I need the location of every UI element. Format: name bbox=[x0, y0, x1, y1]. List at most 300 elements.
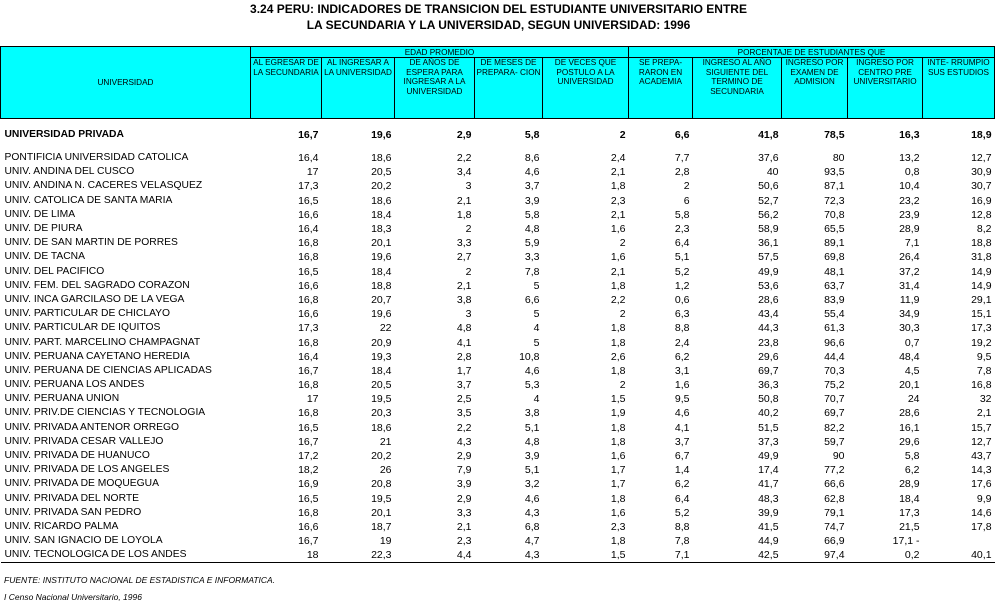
cell-value: 2 bbox=[619, 237, 626, 250]
cell-value: 12,7 bbox=[971, 435, 992, 448]
cell-value: 66,9 bbox=[824, 535, 845, 548]
cell-value: 77,2 bbox=[824, 464, 845, 477]
cell-value: 1,8 bbox=[610, 421, 626, 434]
cell-value: 18,2 bbox=[298, 464, 319, 477]
cell-value: 2,2 bbox=[456, 421, 472, 434]
cell-value: 18,9 bbox=[971, 129, 992, 141]
cell-value: 18 bbox=[251, 548, 322, 563]
cell-value: 19 bbox=[379, 535, 392, 548]
cell-value: 26,4 bbox=[899, 251, 920, 264]
cell-value: 2 bbox=[619, 379, 626, 392]
cell-value: 16,8 bbox=[298, 293, 319, 306]
cell-value: 21,5 bbox=[899, 520, 920, 533]
cell-value: 5,3 bbox=[524, 379, 540, 392]
cell-value: 4,6 bbox=[524, 364, 540, 377]
cell-value: 18,6 bbox=[371, 194, 392, 207]
cell-value: 1,8 bbox=[610, 535, 626, 548]
cell-value: 1,6 bbox=[610, 223, 626, 236]
cell-value: 70,8 bbox=[824, 208, 845, 221]
cell-value: 3 bbox=[465, 308, 472, 321]
cell-value: 1,8 bbox=[610, 364, 626, 377]
cell-value: 20,7 bbox=[371, 293, 392, 306]
cell-value: 17,3 bbox=[899, 506, 920, 519]
table-row bbox=[1, 435, 995, 449]
cell-value: 16,6 bbox=[298, 520, 319, 533]
cell-value: 20,1 bbox=[371, 506, 392, 519]
row-name: UNIV. ANDINA DEL CUSCO bbox=[4, 166, 135, 178]
table-row bbox=[1, 477, 995, 491]
cell-value: 16,9 bbox=[298, 478, 319, 491]
cell-value: 4,7 bbox=[524, 535, 540, 548]
cell-value: 93,5 bbox=[824, 166, 845, 179]
cell-value: 43,7 bbox=[971, 450, 992, 463]
header-col-al-egresar: AL EGRESAR DE LA SECUNDARIA bbox=[251, 58, 322, 119]
table-row bbox=[1, 151, 995, 165]
table-row bbox=[1, 279, 995, 293]
cell-value: 16,5 bbox=[298, 265, 319, 278]
cell-value: 63,7 bbox=[824, 279, 845, 292]
cell-value: 29,6 bbox=[758, 350, 779, 363]
cell-value: 48,4 bbox=[899, 350, 920, 363]
cell-value: 20,2 bbox=[371, 450, 392, 463]
cell-value: 7,7 bbox=[674, 152, 690, 165]
cell-value: 55,4 bbox=[824, 308, 845, 321]
cell-value: 4,8 bbox=[524, 223, 540, 236]
cell-value: 17,6 bbox=[971, 478, 992, 491]
cell-value: 19,6 bbox=[371, 251, 392, 264]
cell-value: 3,1 bbox=[674, 364, 690, 377]
table-row bbox=[1, 236, 995, 250]
row-name: UNIV. PRIVADA CESAR VALLEJO bbox=[4, 435, 164, 447]
row-name: UNIV. PRIVADA DE LOS ANGELES bbox=[4, 464, 170, 476]
cell-value: 83,9 bbox=[824, 293, 845, 306]
row-name: UNIV. PRIVADA DE MOQUEGUA bbox=[4, 478, 159, 490]
cell-value: 7,1 bbox=[904, 237, 920, 250]
cell-value: 6,6 bbox=[524, 293, 540, 306]
cell-value: 5,1 bbox=[674, 251, 690, 264]
header-col-ingreso-ano-siguiente: INGRESO AL AÑO SIGUIENTE DEL TERMINO DE SECUNDARIA bbox=[693, 58, 782, 119]
cell-value: 1,8 bbox=[610, 435, 626, 448]
cell-value: 12,8 bbox=[971, 208, 992, 221]
footer-source: FUENTE: INSTITUTO NACIONAL DE ESTADISTICA E INFORMATICA. bbox=[4, 575, 276, 585]
table-row bbox=[1, 378, 995, 392]
cell-value: 4 bbox=[533, 393, 540, 406]
cell-value: 4 bbox=[533, 322, 540, 335]
cell-value: 2,9 bbox=[456, 450, 472, 463]
header-col-interrumpio: INTE- RRUMPIO SUS ESTUDIOS bbox=[923, 58, 995, 119]
cell-value: 65,5 bbox=[824, 223, 845, 236]
cell-value: 17,3 bbox=[971, 322, 992, 335]
cell-value: 16,4 bbox=[298, 152, 319, 165]
cell-value: 8,6 bbox=[524, 152, 540, 165]
cell-value: 14,6 bbox=[971, 506, 992, 519]
cell-value: 28,6 bbox=[899, 407, 920, 420]
cell-value: 2,7 bbox=[456, 251, 472, 264]
cell-value: 2,8 bbox=[456, 350, 472, 363]
cell-value: 4,5 bbox=[904, 364, 920, 377]
cell-value: 1,7 bbox=[456, 364, 472, 377]
cell-value: 14,9 bbox=[971, 265, 992, 278]
cell-value: 3,8 bbox=[524, 407, 540, 420]
table-row bbox=[1, 307, 995, 321]
cell-value: 2,1 bbox=[456, 194, 472, 207]
cell-value: 7,8 bbox=[674, 535, 690, 548]
cell-value: 69,8 bbox=[824, 251, 845, 264]
cell-value: 1,8 bbox=[610, 279, 626, 292]
table-row bbox=[1, 506, 995, 520]
row-name: UNIV. PRIVADA DEL NORTE bbox=[4, 492, 139, 504]
table-row bbox=[1, 449, 995, 463]
cell-value: 18,4 bbox=[371, 265, 392, 278]
cell-value: 3,7 bbox=[524, 180, 540, 193]
cell-value: 4,3 bbox=[475, 548, 543, 563]
cell-value: 24 bbox=[907, 393, 920, 406]
cell-value: 20,9 bbox=[371, 336, 392, 349]
cell-value: 18,4 bbox=[899, 492, 920, 505]
cell-value: 4,6 bbox=[524, 492, 540, 505]
cell-value: 4,8 bbox=[456, 322, 472, 335]
cell-value: 89,1 bbox=[824, 237, 845, 250]
cell-value: 4,3 bbox=[524, 506, 540, 519]
cell-value: 22,3 bbox=[322, 548, 395, 563]
row-name: UNIV. INCA GARCILASO DE LA VEGA bbox=[4, 293, 185, 305]
cell-value: 16,5 bbox=[298, 492, 319, 505]
cell-value: 16,8 bbox=[298, 336, 319, 349]
cell-value: 5,8 bbox=[904, 450, 920, 463]
cell-value: 0,8 bbox=[904, 166, 920, 179]
table-row bbox=[1, 364, 995, 378]
cell-value: 31,4 bbox=[899, 279, 920, 292]
cell-value: 19,5 bbox=[371, 393, 392, 406]
cell-value: 2,3 bbox=[610, 194, 626, 207]
cell-value: 6,6 bbox=[674, 129, 690, 141]
cell-value: 12,7 bbox=[971, 152, 992, 165]
cell-value: 20,1 bbox=[899, 379, 920, 392]
cell-value: 2,2 bbox=[610, 293, 626, 306]
cell-value: 16,7 bbox=[298, 129, 319, 141]
row-name: UNIV. PERUANA LOS ANDES bbox=[4, 379, 145, 391]
table-row bbox=[1, 250, 995, 264]
row-name: UNIV. DEL PACIFICO bbox=[4, 265, 105, 277]
cell-value: 3,9 bbox=[524, 194, 540, 207]
cell-value: 2,5 bbox=[456, 393, 472, 406]
cell-value: 4,4 bbox=[395, 548, 475, 563]
cell-value: 59,7 bbox=[824, 435, 845, 448]
cell-value: 44,3 bbox=[758, 322, 779, 335]
cell-value: 34,9 bbox=[899, 308, 920, 321]
cell-value: 17,8 bbox=[971, 520, 992, 533]
cell-value: 7,8 bbox=[524, 265, 540, 278]
cell-value: 4,6 bbox=[674, 407, 690, 420]
cell-value: 97,4 bbox=[782, 548, 848, 563]
cell-value: 50,8 bbox=[758, 393, 779, 406]
cell-value: 1,6 bbox=[610, 450, 626, 463]
cell-value: 20,8 bbox=[371, 478, 392, 491]
cell-value: 31,8 bbox=[971, 251, 992, 264]
cell-value: 18,6 bbox=[371, 421, 392, 434]
cell-value: 3,3 bbox=[456, 237, 472, 250]
cell-value: 28,9 bbox=[899, 478, 920, 491]
table-row bbox=[1, 335, 995, 349]
cell-value: 23,9 bbox=[899, 208, 920, 221]
cell-value: 3,3 bbox=[524, 251, 540, 264]
cell-value: 5 bbox=[533, 336, 540, 349]
cell-value: 2,9 bbox=[456, 129, 472, 141]
cell-value: 18,4 bbox=[371, 208, 392, 221]
table-row bbox=[1, 520, 995, 534]
cell-value: 80 bbox=[832, 152, 845, 165]
cell-value: 1,8 bbox=[610, 322, 626, 335]
table-row bbox=[1, 265, 995, 279]
cell-value: 69,7 bbox=[824, 407, 845, 420]
cell-value: 1,8 bbox=[610, 180, 626, 193]
cell-value: 9,5 bbox=[674, 393, 690, 406]
cell-value: 5 bbox=[533, 279, 540, 292]
cell-value: 75,2 bbox=[824, 379, 845, 392]
cell-value: 16,8 bbox=[298, 237, 319, 250]
table-row bbox=[1, 548, 995, 563]
cell-value: 1,4 bbox=[674, 464, 690, 477]
cell-value: 6,2 bbox=[674, 478, 690, 491]
cell-value: 16,6 bbox=[298, 308, 319, 321]
cell-value: 41,7 bbox=[758, 478, 779, 491]
cell-value: 23,2 bbox=[899, 194, 920, 207]
cell-value: 36,1 bbox=[758, 237, 779, 250]
cell-value: 1,8 bbox=[456, 208, 472, 221]
cell-value: 1,8 bbox=[610, 336, 626, 349]
cell-value: 5,8 bbox=[674, 208, 690, 221]
cell-value: 0,6 bbox=[674, 293, 690, 306]
cell-value: 2,1 bbox=[456, 279, 472, 292]
cell-value: 2 bbox=[683, 180, 690, 193]
footer-census: I Censo Nacional Universitario, 1996 bbox=[4, 592, 142, 602]
cell-value: 15,1 bbox=[971, 308, 992, 321]
cell-value: 17,2 bbox=[298, 450, 319, 463]
row-name: UNIV. PERUANA CAYETANO HEREDIA bbox=[4, 350, 190, 362]
cell-value: 41,8 bbox=[758, 129, 779, 141]
header-col-anos-espera: DE AÑOS DE ESPERA PARA INGRESAR A LA UNIVERSIDAD bbox=[395, 58, 475, 119]
cell-value: 18,7 bbox=[371, 520, 392, 533]
cell-value: 16,1 bbox=[899, 421, 920, 434]
cell-value: 1,7 bbox=[610, 478, 626, 491]
cell-value: 23,8 bbox=[758, 336, 779, 349]
cell-value: 72,3 bbox=[824, 194, 845, 207]
header-col-examen-admision: INGRESO POR EXAMEN DE ADMISION bbox=[782, 58, 848, 119]
cell-value: 20,2 bbox=[371, 180, 392, 193]
row-name: UNIV. PRIVADA ANTENOR ORREGO bbox=[4, 421, 180, 433]
header-col-centro-pre: INGRESO POR CENTRO PRE UNIVERSITARIO bbox=[848, 58, 923, 119]
cell-value: 37,6 bbox=[758, 152, 779, 165]
table-row bbox=[1, 406, 995, 420]
cell-value: 2,3 bbox=[610, 520, 626, 533]
cell-value: 14,9 bbox=[971, 279, 992, 292]
header-group-edad-promedio: EDAD PROMEDIO bbox=[251, 47, 629, 58]
cell-value: 2,1 bbox=[610, 265, 626, 278]
cell-value: 26 bbox=[379, 464, 392, 477]
cell-value: 16,6 bbox=[298, 279, 319, 292]
cell-value: 3 bbox=[465, 180, 472, 193]
cell-value: 4,8 bbox=[524, 435, 540, 448]
cell-value: 58,9 bbox=[758, 223, 779, 236]
cell-value: 32 bbox=[979, 393, 992, 406]
cell-value: 40 bbox=[766, 166, 779, 179]
row-name: UNIV. DE SAN MARTIN DE PORRES bbox=[4, 237, 178, 249]
cell-value: 8,8 bbox=[674, 322, 690, 335]
cell-value: 20,5 bbox=[371, 379, 392, 392]
table-row bbox=[1, 463, 995, 477]
cell-value: 53,6 bbox=[758, 279, 779, 292]
cell-value: 2 bbox=[465, 223, 472, 236]
row-name: UNIV. DE TACNA bbox=[4, 251, 85, 263]
cell-value: 29,6 bbox=[899, 435, 920, 448]
cell-value: 39,9 bbox=[758, 506, 779, 519]
cell-value: 11,9 bbox=[899, 293, 920, 306]
cell-value: 44,9 bbox=[758, 535, 779, 548]
cell-value: 8,8 bbox=[674, 520, 690, 533]
row-name: UNIV. SAN IGNACIO DE LOYOLA bbox=[4, 535, 163, 547]
cell-value: 16,3 bbox=[899, 129, 920, 141]
cell-value: 1,5 bbox=[610, 393, 626, 406]
cell-value: 19,5 bbox=[371, 492, 392, 505]
row-name: UNIV. DE LIMA bbox=[4, 208, 76, 220]
cell-value: 37,2 bbox=[899, 265, 920, 278]
row-name: UNIV. ANDINA N. CACERES VELASQUEZ bbox=[4, 180, 203, 192]
cell-value: 6,4 bbox=[674, 492, 690, 505]
header-universidad: UNIVERSIDAD bbox=[1, 47, 251, 119]
cell-value: 18,3 bbox=[371, 223, 392, 236]
cell-value: 17 bbox=[306, 393, 319, 406]
cell-value: 9,5 bbox=[976, 350, 992, 363]
cell-value: 2,4 bbox=[674, 336, 690, 349]
cell-value: 90 bbox=[832, 450, 845, 463]
cell-value: 4,6 bbox=[524, 166, 540, 179]
cell-value: 1,2 bbox=[674, 279, 690, 292]
cell-value: 16,8 bbox=[298, 407, 319, 420]
cell-value: 40,2 bbox=[758, 407, 779, 420]
cell-value: 19,3 bbox=[371, 350, 392, 363]
cell-value: 69,7 bbox=[758, 364, 779, 377]
cell-value: 1,9 bbox=[610, 407, 626, 420]
cell-value: 2,1 bbox=[976, 407, 992, 420]
cell-value: 4,1 bbox=[674, 421, 690, 434]
cell-value: 19,2 bbox=[971, 336, 992, 349]
cell-value: 16,5 bbox=[298, 421, 319, 434]
table-row bbox=[1, 350, 995, 364]
cell-value: 6,2 bbox=[674, 350, 690, 363]
cell-value: 5,2 bbox=[674, 265, 690, 278]
cell-value: 49,9 bbox=[758, 450, 779, 463]
cell-value: 3,8 bbox=[456, 293, 472, 306]
cell-value: 5,2 bbox=[674, 506, 690, 519]
cell-value: 1,6 bbox=[610, 251, 626, 264]
row-name: UNIV. CATOLICA DE SANTA MARIA bbox=[4, 194, 173, 206]
cell-value bbox=[923, 534, 995, 548]
cell-value: 70,7 bbox=[824, 393, 845, 406]
cell-value: 16,8 bbox=[971, 379, 992, 392]
cell-value: 17,3 bbox=[298, 322, 319, 335]
cell-value: 2,9 bbox=[456, 492, 472, 505]
cell-value: 2,4 bbox=[610, 152, 626, 165]
cell-value: 30,9 bbox=[971, 166, 992, 179]
row-name: UNIV. PART. MARCELINO CHAMPAGNAT bbox=[4, 336, 201, 348]
cell-value: 2,3 bbox=[674, 223, 690, 236]
cell-value: 6,8 bbox=[524, 520, 540, 533]
cell-value: 96,6 bbox=[824, 336, 845, 349]
row-name: UNIV. PERUANA DE CIENCIAS APLICADAS bbox=[4, 364, 212, 376]
cell-value: 16,8 bbox=[298, 506, 319, 519]
cell-value: 2,1 bbox=[456, 520, 472, 533]
cell-value: 17 bbox=[306, 166, 319, 179]
row-name: UNIV. PARTICULAR DE IQUITOS bbox=[4, 322, 161, 334]
cell-value: 8,2 bbox=[976, 223, 992, 236]
cell-value: 5 bbox=[533, 308, 540, 321]
row-name: UNIV. PRIVADA SAN PEDRO bbox=[4, 506, 142, 518]
cell-value: 1,6 bbox=[610, 506, 626, 519]
cell-value: 4,1 bbox=[456, 336, 472, 349]
cell-value: 15,7 bbox=[971, 421, 992, 434]
cell-value: 79,1 bbox=[824, 506, 845, 519]
header-col-veces-postulo: DE VECES QUE POSTULO A LA UNIVERSIDAD bbox=[543, 58, 629, 119]
header-group-porcentaje: PORCENTAJE DE ESTUDIANTES QUE bbox=[629, 47, 995, 58]
cell-value: 3,7 bbox=[456, 379, 472, 392]
cell-value: 30,3 bbox=[899, 322, 920, 335]
cell-value: 19,6 bbox=[371, 308, 392, 321]
header-col-meses-preparacion: DE MESES DE PREPARA- CION bbox=[475, 58, 543, 119]
cell-value: 16,9 bbox=[971, 194, 992, 207]
cell-value: 16,7 bbox=[298, 435, 319, 448]
cell-value: 7,9 bbox=[456, 464, 472, 477]
cell-value: 3,2 bbox=[524, 478, 540, 491]
row-name: UNIV. PARTICULAR DE CHICLAYO bbox=[4, 308, 171, 320]
cell-value: 37,3 bbox=[758, 435, 779, 448]
indicators-table bbox=[0, 46, 995, 563]
cell-value: 0,7 bbox=[904, 336, 920, 349]
table-row bbox=[1, 293, 995, 307]
cell-value: 70,3 bbox=[824, 364, 845, 377]
cell-value: 3,3 bbox=[456, 506, 472, 519]
cell-value: 14,3 bbox=[971, 464, 992, 477]
cell-value: 28,9 bbox=[899, 223, 920, 236]
cell-value: 16,4 bbox=[298, 350, 319, 363]
cell-value: 50,6 bbox=[758, 180, 779, 193]
cell-value: 5,1 bbox=[524, 421, 540, 434]
cell-value: 29,1 bbox=[971, 293, 992, 306]
cell-value: 20,5 bbox=[371, 166, 392, 179]
cell-value: 48,3 bbox=[758, 492, 779, 505]
row-name: UNIV. PRIVADA DE HUANUCO bbox=[4, 450, 150, 462]
cell-value: 16,7 bbox=[298, 535, 319, 548]
cell-value: 18,8 bbox=[971, 237, 992, 250]
cell-value: 1,5 bbox=[543, 548, 629, 563]
cell-value: 2,6 bbox=[610, 350, 626, 363]
cell-value: 52,7 bbox=[758, 194, 779, 207]
table-row bbox=[1, 421, 995, 435]
cell-value: 3,7 bbox=[674, 435, 690, 448]
cell-value: 2 bbox=[465, 265, 472, 278]
row-name: PONTIFICIA UNIVERSIDAD CATOLICA bbox=[4, 152, 189, 164]
cell-value: 28,6 bbox=[758, 293, 779, 306]
cell-value: 2,3 bbox=[456, 535, 472, 548]
cell-value: 66,6 bbox=[824, 478, 845, 491]
cell-value: 20,3 bbox=[371, 407, 392, 420]
table-title-line-2: LA SECUNDARIA Y LA UNIVERSIDAD, SEGUN UNIVERSIDAD: 1996 bbox=[306, 18, 691, 32]
cell-value: 43,4 bbox=[758, 308, 779, 321]
cell-value: 7,8 bbox=[976, 364, 992, 377]
row-name: UNIV. RICARDO PALMA bbox=[4, 520, 119, 532]
cell-value: 2,1 bbox=[610, 166, 626, 179]
cell-value: 22 bbox=[379, 322, 392, 335]
row-name: UNIV. PERUANA UNION bbox=[4, 393, 120, 405]
